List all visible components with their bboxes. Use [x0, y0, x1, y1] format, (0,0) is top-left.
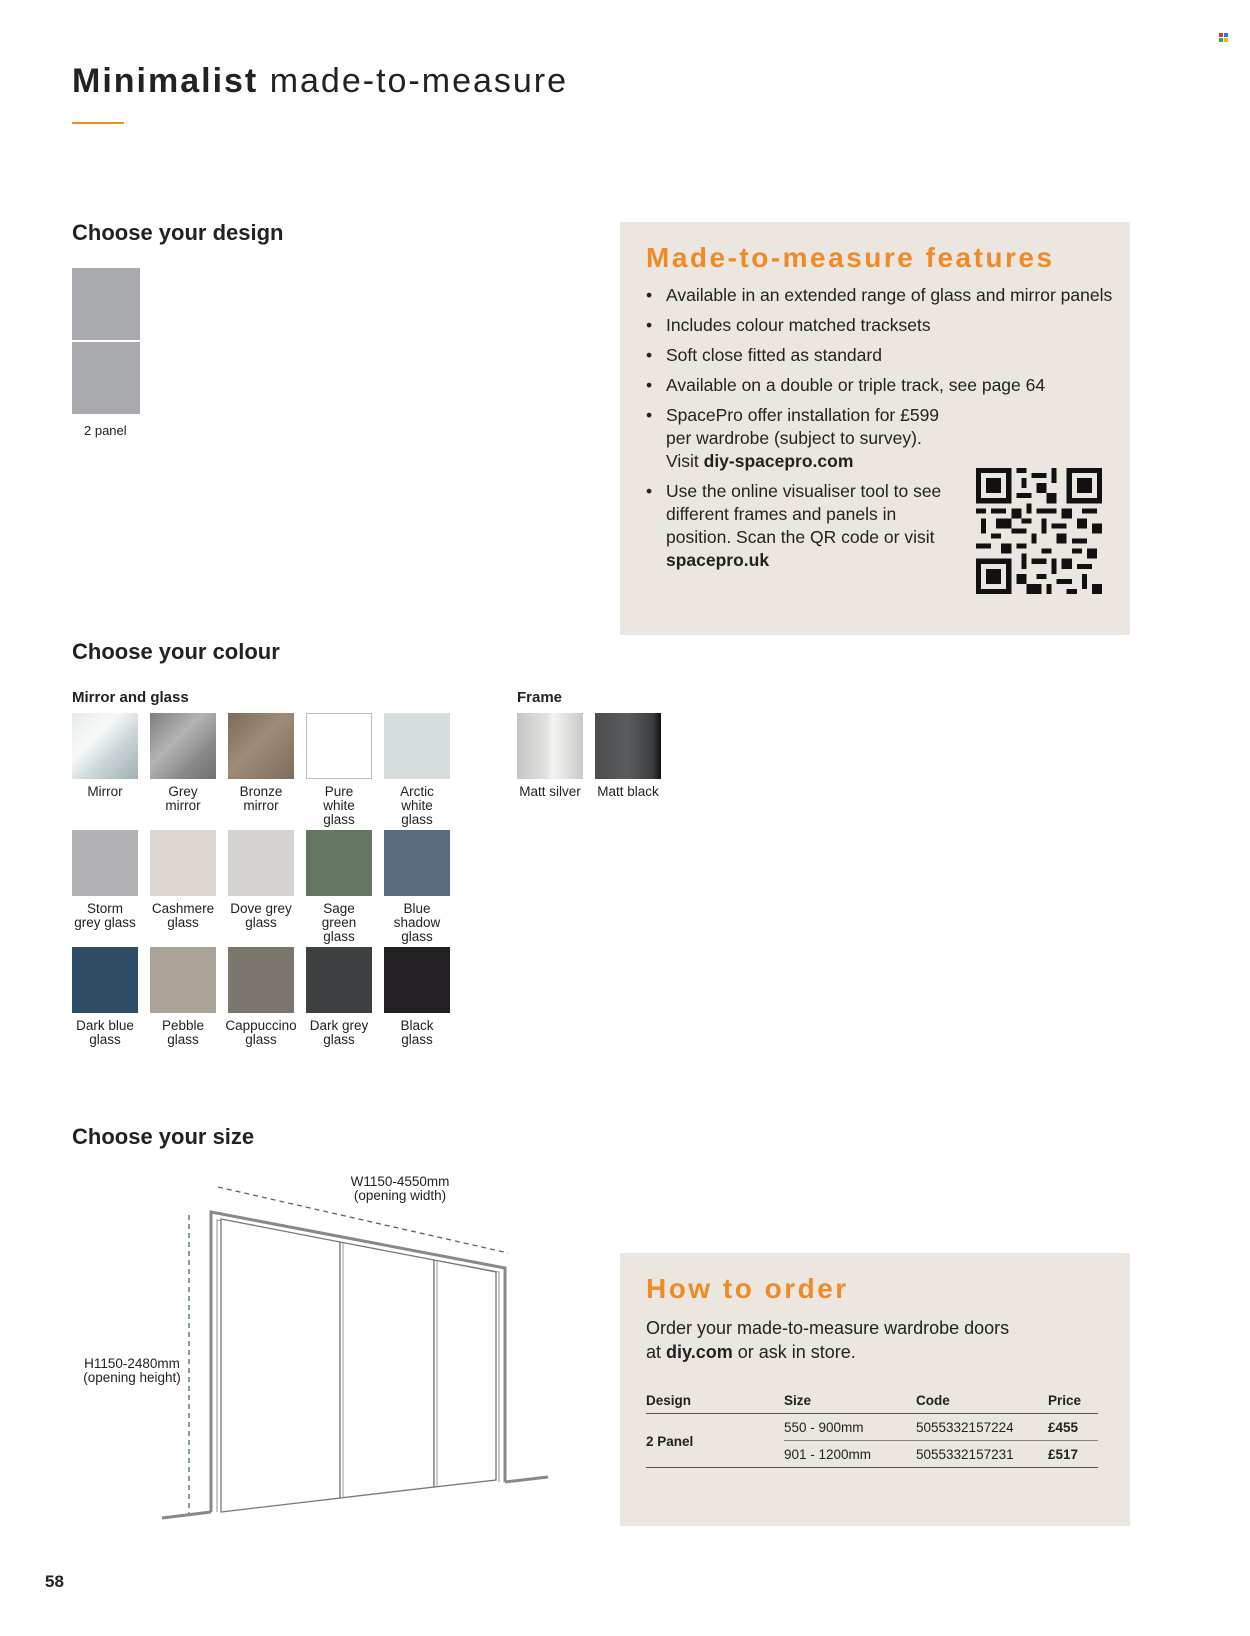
page-number: 58: [45, 1572, 64, 1591]
order-heading: How to order: [646, 1273, 849, 1304]
feature-item: • Soft close fitted as standard: [646, 344, 1116, 367]
feature-item: • Includes colour matched tracksets: [646, 314, 1116, 337]
colour-swatch[interactable]: [384, 830, 450, 896]
size-heading: Choose your size: [72, 1124, 255, 1149]
column-header: Size: [784, 1387, 916, 1414]
colour-swatch-label: Pure white glass: [323, 784, 355, 827]
colour-swatch[interactable]: [384, 947, 450, 1013]
colour-swatch[interactable]: [306, 830, 372, 896]
column-header: Price: [1048, 1387, 1098, 1414]
colour-swatch-label: Bronze mirror: [239, 784, 283, 813]
feature-item: • Use the online visualiser tool to see different frames and panels in position. Scan the QR code or visit spacepro.uk: [646, 480, 946, 572]
door-panel-1: [221, 1219, 340, 1512]
feature-item: • Available on a double or triple track, see page 64: [646, 374, 1116, 397]
diy-com-link[interactable]: diy.com: [666, 1342, 733, 1362]
code-cell: 5055332157224: [916, 1414, 1048, 1441]
title-light: made-to-measure: [269, 62, 569, 100]
diy-spacepro-link[interactable]: diy-spacepro.com: [703, 451, 854, 471]
feature-item: • SpacePro offer installation for £599 per wardrobe (subject to survey). Visit diy-spacepro.com: [646, 404, 966, 473]
size-cell: 901 - 1200mm: [784, 1441, 916, 1468]
price-cell: £455: [1048, 1414, 1098, 1441]
colour-swatch[interactable]: [228, 947, 294, 1013]
design-heading: Choose your design: [72, 220, 284, 245]
colour-swatch-label: Black glass: [400, 1018, 434, 1047]
colour-swatch[interactable]: [228, 713, 294, 779]
wardrobe-diagram: [150, 1180, 560, 1530]
design-panel-bottom[interactable]: [72, 342, 140, 414]
colour-swatch[interactable]: [306, 947, 372, 1013]
design-panel-label: 2 panel: [84, 423, 127, 438]
colour-swatch[interactable]: [306, 713, 372, 779]
title-bold: Minimalist: [72, 62, 259, 100]
colour-swatch-label: Cashmere glass: [151, 901, 215, 930]
colour-swatch-label: Arctic white glass: [400, 784, 434, 827]
colour-swatch[interactable]: [150, 947, 216, 1013]
colour-swatch[interactable]: [150, 713, 216, 779]
colour-swatch-label: Dove grey glass: [230, 901, 292, 930]
colour-swatch[interactable]: [72, 830, 138, 896]
design-cell: 2 Panel: [646, 1414, 784, 1468]
colour-swatch[interactable]: [72, 713, 138, 779]
colour-swatch-label: Pebble glass: [161, 1018, 205, 1047]
title-underline: [72, 122, 124, 124]
floor-line-left: [162, 1512, 211, 1518]
frame-swatch-label: Matt black: [597, 784, 659, 799]
features-box: [620, 222, 1130, 635]
order-description: Order your made-to-measure wardrobe doors at diy.com or ask in store.: [646, 1318, 1010, 1362]
colour-swatch-label: Storm grey glass: [74, 901, 136, 930]
spacepro-link[interactable]: spacepro.uk: [666, 550, 770, 570]
colour-swatch-label: Dark blue glass: [76, 1018, 134, 1047]
frame-swatch[interactable]: [517, 713, 583, 779]
colour-swatch-label: Grey mirror: [165, 784, 201, 813]
colour-swatch-label: Dark grey glass: [309, 1018, 369, 1047]
colour-swatch[interactable]: [384, 713, 450, 779]
feature-item: • Available in an extended range of glass and mirror panels: [646, 284, 1116, 307]
height-dimension-label: H1150-2480mm (opening height): [83, 1356, 181, 1385]
door-panel-2: [340, 1242, 434, 1498]
colour-swatch[interactable]: [228, 830, 294, 896]
colour-swatch-label: Sage green glass: [321, 901, 357, 944]
page-title: [72, 62, 568, 101]
frame-swatch-label: Matt silver: [519, 784, 581, 799]
size-cell: 550 - 900mm: [784, 1414, 916, 1441]
column-header: Code: [916, 1387, 1048, 1414]
how-to-order-box: [620, 1253, 1130, 1526]
colour-swatch-label: Blue shadow glass: [393, 901, 441, 944]
width-dimension-label: W1150-4550mm (opening width): [350, 1174, 450, 1203]
price-table: [646, 1387, 1098, 1468]
price-cell: £517: [1048, 1441, 1098, 1468]
floor-line-right: [505, 1477, 548, 1482]
features-heading: Made-to-measure features: [646, 242, 1055, 273]
mirror-glass-heading: Mirror and glass: [72, 689, 189, 706]
frame-swatch[interactable]: [595, 713, 661, 779]
design-panel-top[interactable]: [72, 268, 140, 340]
table-header-row: [646, 1387, 1098, 1414]
frame-heading: Frame: [517, 689, 563, 706]
colour-swatch[interactable]: [72, 947, 138, 1013]
colour-swatch-label: Cappuccino glass: [225, 1018, 297, 1047]
qr-code-icon[interactable]: [976, 468, 1102, 594]
corner-logo-icon: [1219, 33, 1228, 42]
colour-swatch[interactable]: [150, 830, 216, 896]
table-row: [646, 1414, 1098, 1441]
door-panel-3: [434, 1260, 496, 1487]
colour-swatch-label: Mirror: [87, 784, 123, 799]
column-header: Design: [646, 1387, 784, 1414]
code-cell: 5055332157231: [916, 1441, 1048, 1468]
colour-heading: Choose your colour: [72, 639, 280, 664]
